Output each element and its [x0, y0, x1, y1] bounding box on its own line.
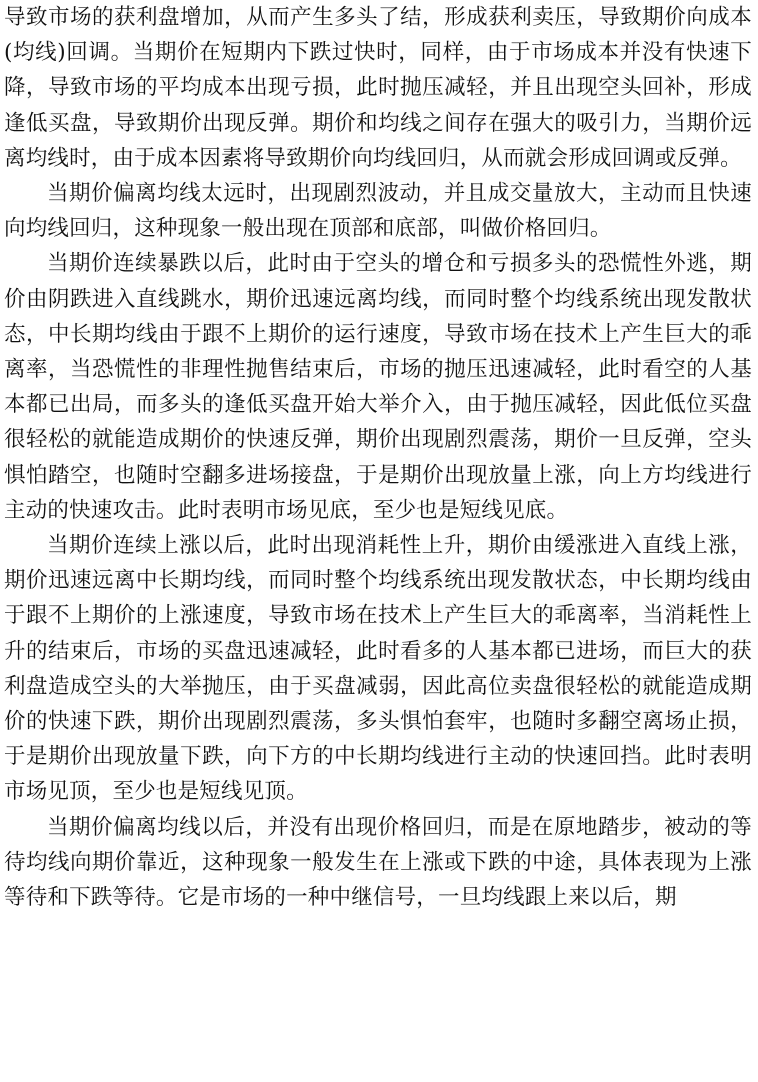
paragraph-2: 当期价偏离均线太远时，出现剧烈波动，并且成交量放大，主动而且快速向均线回归，这种现象一般出现在顶部和底部，叫做价格回归。	[4, 181, 752, 242]
paragraph-4: 当期价连续上涨以后，此时出现消耗性上升，期价由缓涨进入直线上涨，期价迅速远离中长期均线，而同时整个均线系统出现发散状态，中长期均线由于跟不上期价的上涨速度，导致市场在技术上产生巨大的乖离率，当消耗性上升的结束后，市场的买盘迅速减轻，此时看多的人基本都已进场，而巨大的获利盘造成空头的大举抛压，由于买盘减弱，因此高位卖盘很轻松的就能造成期价的快速下跌，期价出现剧烈震荡，多头惧怕套牢，也随时多翻空离场止损，于是期价出现放量下跌，向下方的中长期均线进行主动的快速回挡。此时表明市场见顶，至少也是短线见顶。	[4, 533, 752, 805]
paragraph-1: 导致市场的获利盘增加，从而产生多头了结，形成获利卖压，导致期价向成本(均线)回调。当期价在短期内下跌过快时，同样，由于市场成本并没有快速下降，导致市场的平均成本出现亏损，此时抛压减轻，并且出现空头回补，形成逢低买盘，导致期价出现反弹。期价和均线之间存在强大的吸引力，当期价远离均线时，由于成本因素将导致期价向均线回归，从而就会形成回调或反弹。	[4, 5, 752, 171]
paragraph-5: 当期价偏离均线以后，并没有出现价格回归，而是在原地踏步，被动的等待均线向期价靠近，这种现象一般发生在上涨或下跌的中途，具体表现为上涨等待和下跌等待。它是市场的一种中继信号，一旦均线跟上来以后，期	[4, 814, 752, 911]
paragraph-3: 当期价连续暴跌以后，此时由于空头的增仓和亏损多头的恐慌性外逃，期价由阴跌进入直线跳水，期价迅速远离均线，而同时整个均线系统出现发散状态，中长期均线由于跟不上期价的运行速度，导致市场在技术上产生巨大的乖离率，当恐慌性的非理性抛售结束后，市场的抛压迅速减轻，此时看空的人基本都已出局，而多头的逢低买盘开始大举介入，由于抛压减轻，因此低位买盘很轻松的就能造成期价的快速反弹，期价出现剧烈震荡，期价一旦反弹，空头惧怕踏空，也随时空翻多进场接盘，于是期价出现放量上涨，向上方均线进行主动的快速攻击。此时表明市场见底，至少也是短线见底。	[4, 251, 752, 523]
